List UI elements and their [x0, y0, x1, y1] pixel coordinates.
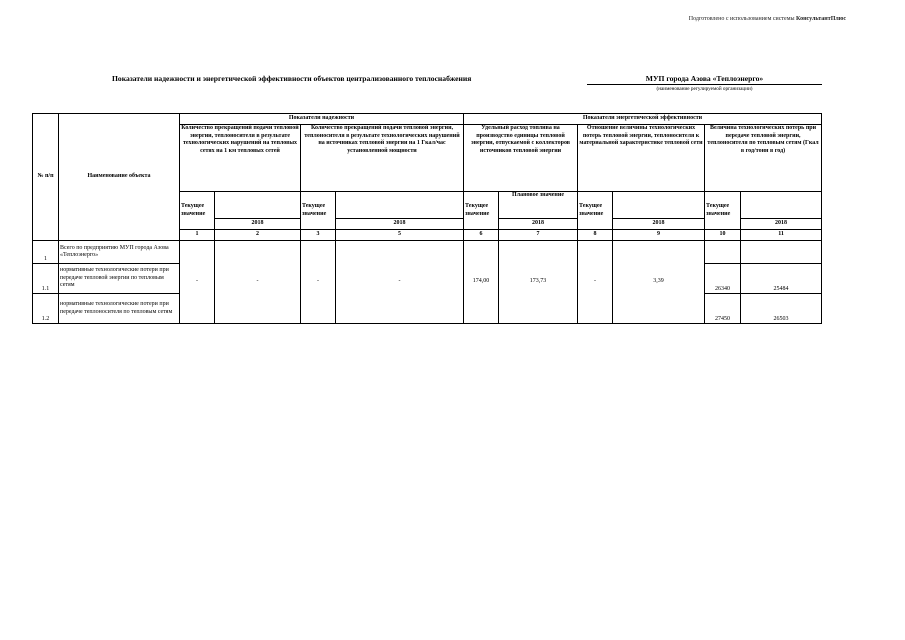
header-year-5: 2018 — [215, 219, 301, 230]
row-c13: 25484 — [741, 264, 822, 294]
colnum-9: 9 — [613, 230, 705, 241]
row-c12: 27450 — [705, 294, 741, 324]
colnum-2: 2 — [215, 230, 301, 241]
header-col6: Количество прекращений подачи тепловой энергии, теплоносителя в результате технологических нарушений на источниках тепловой энергии на 1 Гкал/час установленной мощности — [301, 125, 464, 192]
header-planned-9: Плановое значение — [499, 192, 578, 219]
source-note-prefix: Подготовлено с использованием системы — [688, 16, 795, 22]
header-empty-11 — [613, 192, 705, 219]
row-c12: 26340 — [705, 264, 741, 294]
header-empty-13 — [741, 192, 822, 219]
header-name: Наименование объекта — [59, 114, 180, 241]
page-title: Показатели надежности и энергетической эффективности объектов централизованного теплоснабжения — [112, 74, 472, 83]
row-c13 — [741, 241, 822, 264]
header-efficiency: Показатели энергетической эффективности — [464, 114, 822, 125]
header-year-11: 2018 — [613, 219, 705, 230]
source-note — [689, 16, 846, 22]
header-current-10 — [578, 192, 613, 230]
indicators-table — [32, 113, 822, 324]
current-label: Текущее значение — [302, 203, 327, 217]
header-current-3 — [180, 192, 215, 230]
row-name: нормативные технологические потери при передаче тепловой энергии по тепловым сетям — [59, 264, 180, 294]
header-col8: Удельный расход топлива на производство единицы тепловой энергии, отпускаемой с коллекторов источников тепловой энергии — [464, 125, 578, 192]
colnum-5: 5 — [336, 230, 464, 241]
row-c12 — [705, 241, 741, 264]
current-label: Текущее значение — [465, 203, 490, 217]
colnum-7: 7 — [499, 230, 578, 241]
header-col10: Отношение величины технологических потерь тепловой энергии, теплоносителя к материальной характеристике тепловой сети — [578, 125, 705, 192]
value-c7: - — [336, 241, 464, 324]
header-col12: Величина технологических потерь при передаче тепловой энергии, теплоносителя по тепловым сетям (Гкал в год/тонн в год) — [705, 125, 822, 192]
organization-block — [587, 74, 822, 92]
current-label: Текущее значение — [181, 203, 206, 217]
current-label: Текущее значение — [706, 203, 731, 217]
colnum-1: 1 — [180, 230, 215, 241]
header-year-7: 2018 — [336, 219, 464, 230]
value-c3: - — [180, 241, 215, 324]
header-year-13: 2018 — [741, 219, 822, 230]
value-c6: - — [301, 241, 336, 324]
table-row — [33, 241, 822, 264]
current-label: Текущее значение — [579, 203, 604, 217]
row-name: нормативные технологические потери при передаче теплоносителя по тепловым сетям — [59, 294, 180, 324]
colnum-11: 11 — [741, 230, 822, 241]
header-reliability: Показатели надежности — [180, 114, 464, 125]
header-current-6 — [301, 192, 336, 230]
header-num: № п/п — [33, 114, 59, 241]
row-num: 1 — [33, 241, 59, 264]
header-current-8 — [464, 192, 499, 230]
colnum-6: 6 — [464, 230, 499, 241]
organization-name: МУП города Азова «Теплоэнерго» — [587, 74, 822, 85]
value-c11: 3,39 — [613, 241, 705, 324]
colnum-10: 10 — [705, 230, 741, 241]
header-empty-5 — [215, 192, 301, 219]
value-c10: - — [578, 241, 613, 324]
organization-caption: (наименование регулируемой организации) — [656, 86, 753, 92]
value-c9: 173,73 — [499, 241, 578, 324]
row-c13: 26503 — [741, 294, 822, 324]
value-c5: - — [215, 241, 301, 324]
value-c8: 174,00 — [464, 241, 499, 324]
row-num: 1.2 — [33, 294, 59, 324]
row-name: Всего по предприятию МУП города Азова «Теплоэнерго» — [59, 241, 180, 264]
header-empty-7 — [336, 192, 464, 219]
header-year-9: 2018 — [499, 219, 578, 230]
colnum-8: 8 — [578, 230, 613, 241]
row-num: 1.1 — [33, 264, 59, 294]
colnum-3: 3 — [301, 230, 336, 241]
source-note-brand: КонсультантПлюс — [796, 16, 846, 22]
title-row — [112, 74, 822, 96]
header-current-12 — [705, 192, 741, 230]
header-col3: Количество прекращений подачи тепловой энергии, теплоносителя в результате технологических нарушений на тепловых сетях на 1 км тепловых сетей — [180, 125, 301, 192]
